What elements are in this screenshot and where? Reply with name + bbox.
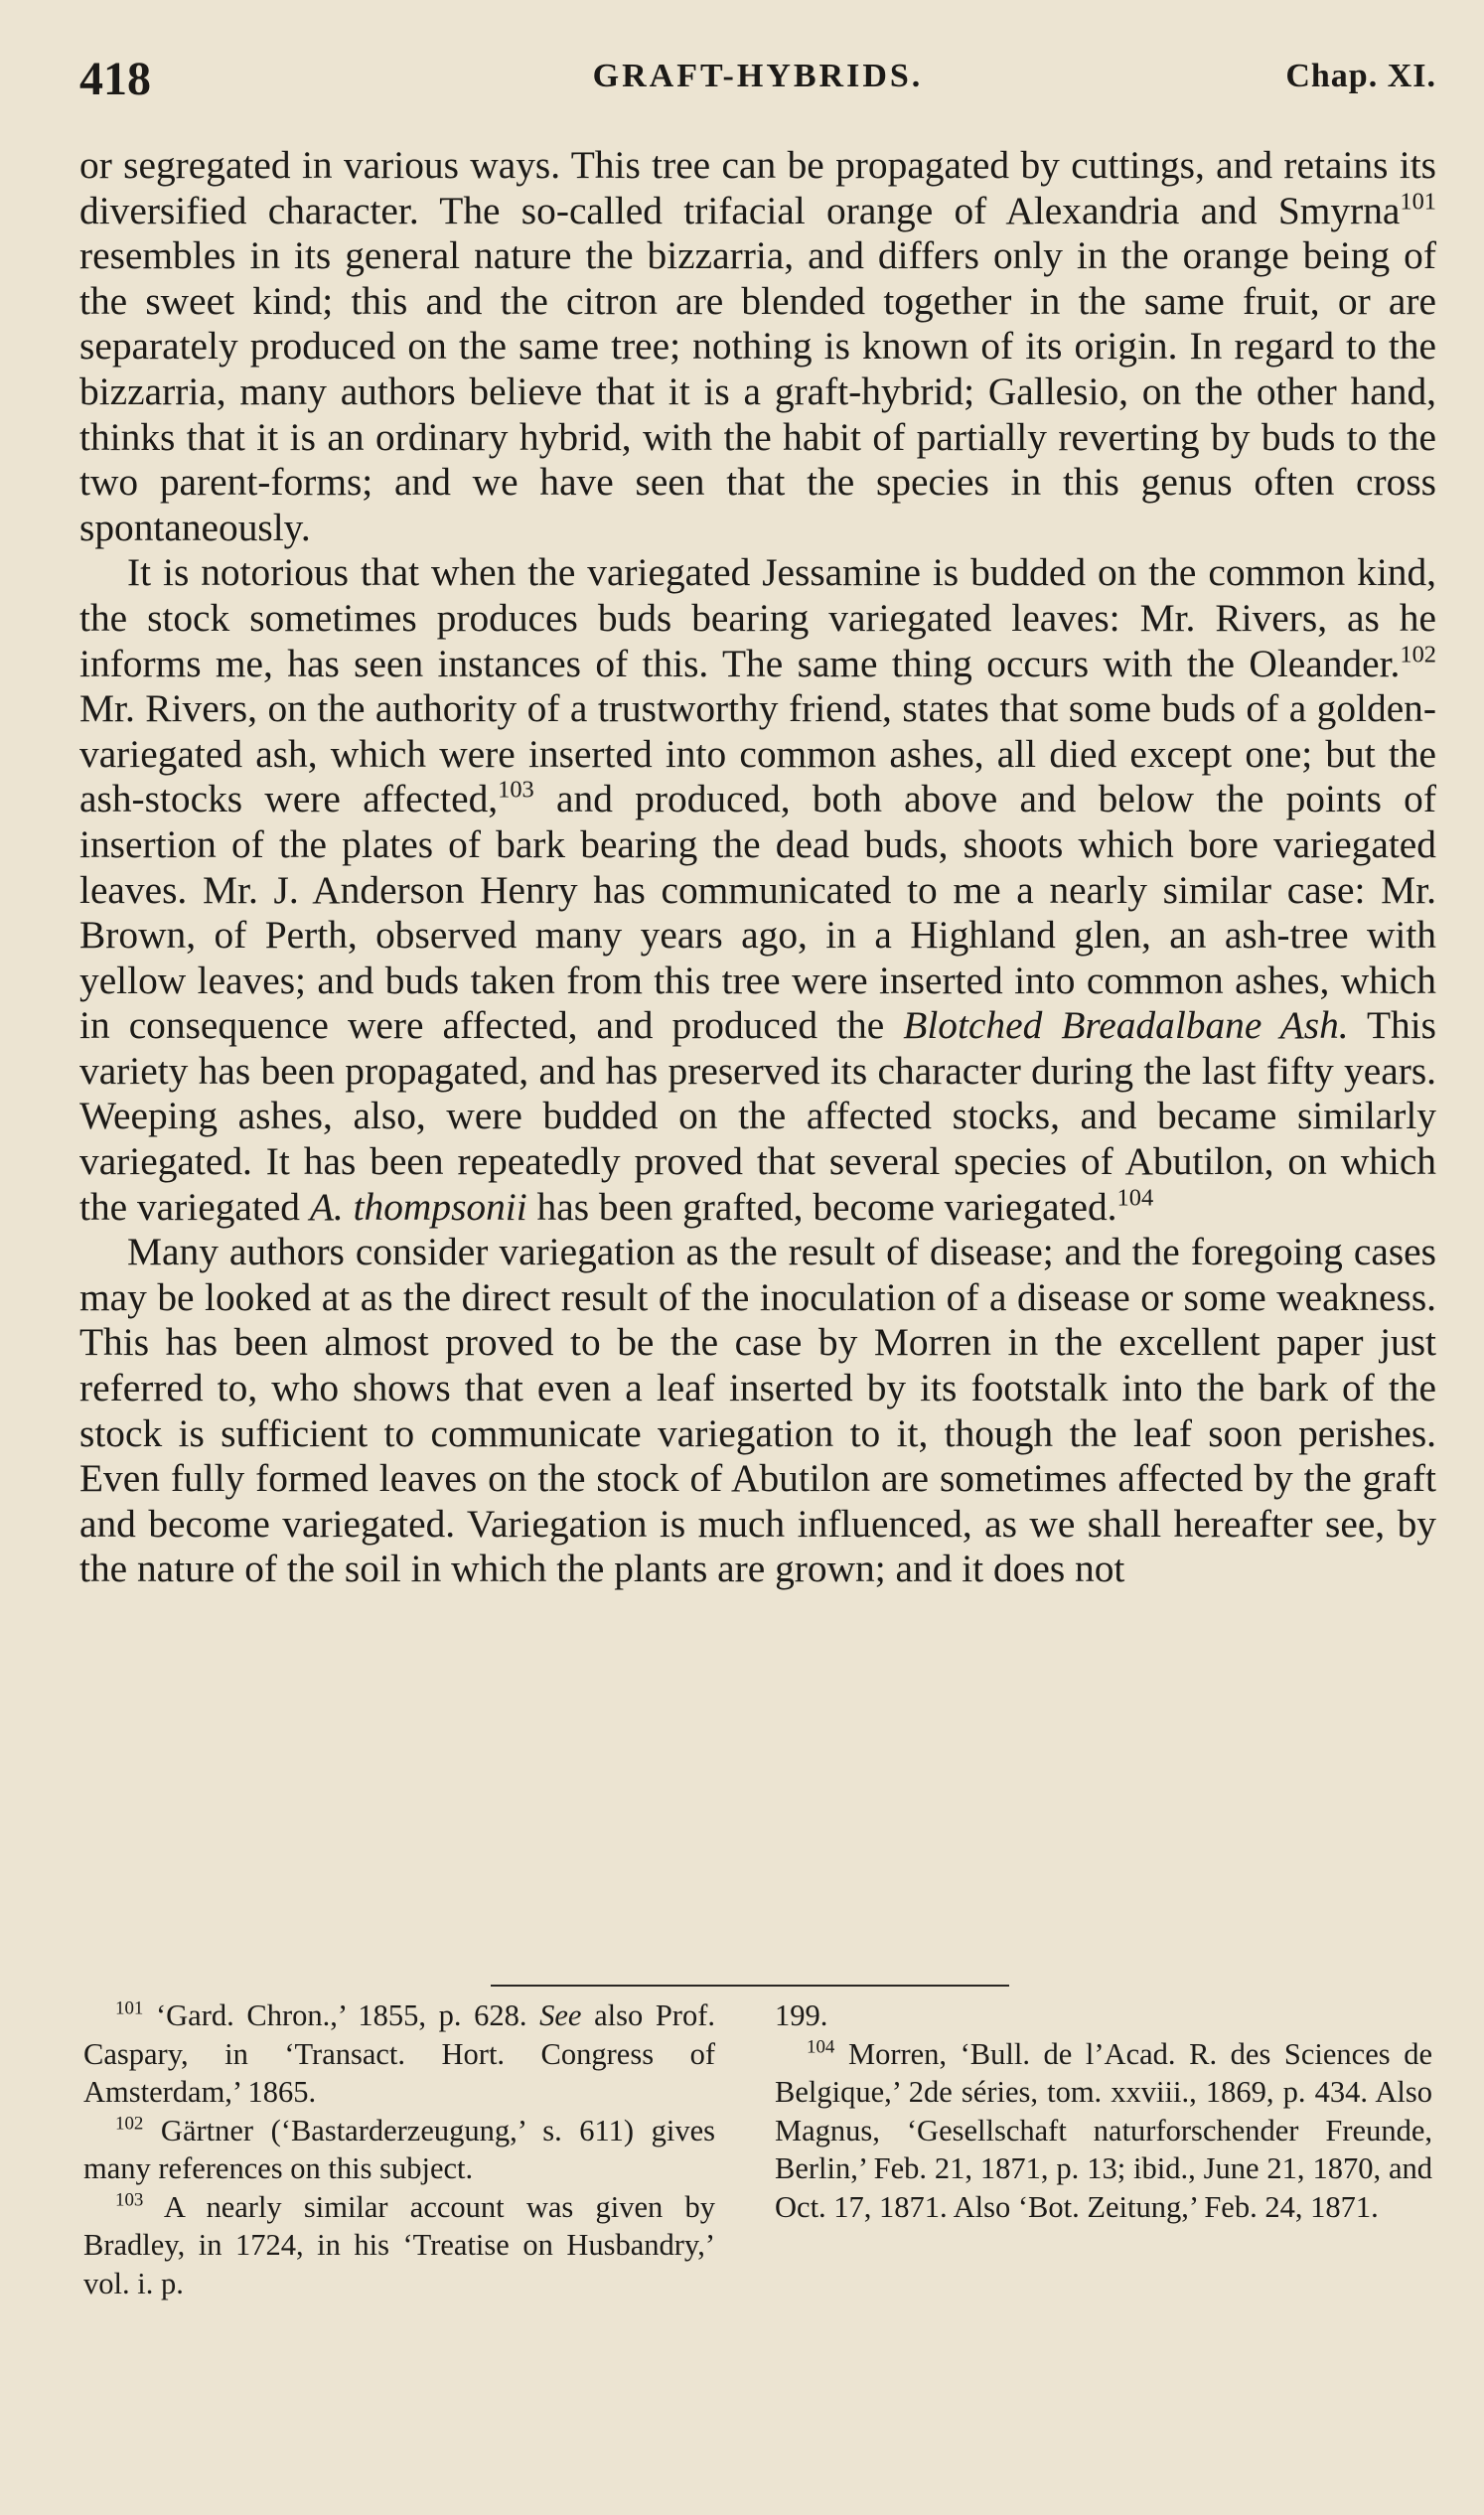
footnote-103-text: A nearly similar account was given by Bradley, in 1724, in his ‘Treatise on Husbandry,’ vol. i. p. <box>83 2189 715 2300</box>
page-header <box>79 52 1436 121</box>
paragraph-2-text-c: and produced, both above and below the points of insertion of the plates of bark bearing the dead buds, shoots which bore variegated leaves. Mr. J. Anderson Henry has communicated to me a nearly similar case: Mr. Brown, of Perth, observed many years ago, in a Highland glen, an ash-tree with yellow leaves; and buds taken from this tree were inserted into common ashes, which in consequence were affected, and produced the <box>79 777 1436 1048</box>
footnote-101-text-cont: also Prof. Caspary, in ‘Transact. Hort. Congress of Amsterdam,’ 1865. <box>83 1998 715 2109</box>
paragraph-1-text-cont: resembles in its general nature the bizzarria, and differs only in the orange being of the sweet kind; this and the citron are blended together in the same fruit, or are separately produced on the same tree; nothing is known of its origin. In regard to the bizzarria, many authors believe that it is a graft-hybrid; Gallesio, on the other hand, thinks that it is an ordinary hybrid, with the habit of partially reverting by buds to the two parent-forms; and we have seen that the species in this genus often cross spontaneously. <box>79 233 1436 549</box>
footnote-102 <box>83 2112 715 2188</box>
footnotes-right-column <box>775 1997 1432 2226</box>
footnote-102-text: Gärtner (‘Bastarderzeugung,’ s. 611) gives many references on this subject. <box>83 2113 715 2185</box>
footnote-ref-101: 101 <box>1400 187 1436 215</box>
paragraph-3-text: Many authors consider variegation as the result of disease; and the foregoing cases may be looked at as the direct result of the inoculation of a disease or some weakness. This has been almost proved to be the case by Morren in the excellent paper just referred to, who shows that even a leaf inserted by its footstalk into the bark of the stock is sufficient to communicate variegation to it, though the leaf soon perishes. Even fully formed leaves on the stock of Abutilon are sometimes affected by the graft and become variegated. Variegation is much influenced, as we shall hereafter see, by the nature of the soil in which the plants are grown; and it does not <box>79 1230 1436 1591</box>
footnote-ref-104: 104 <box>1116 1184 1154 1211</box>
footnote-101-see: See <box>539 1998 582 2032</box>
running-title: GRAFT-HYBRIDS. <box>592 58 924 94</box>
footnote-104-text: Morren, ‘Bull. de l’Acad. R. des Sciences de Belgique,’ 2de séries, tom. xxviii., 1869, p. 434. Also Magnus, ‘Gesellschaft naturforschender Freunde, Berlin,’ Feb. 21, 1871, p. 13; ibid., June 21, 1870, and Oct. 17, 1871. Also ‘Bot. Zeitung,’ Feb. 24, 1871. <box>775 2036 1432 2224</box>
page-number: 418 <box>79 53 151 105</box>
footnote-101 <box>83 1997 715 2112</box>
paragraph-2-text-e: has been grafted, become variegated. <box>526 1184 1117 1229</box>
footnote-divider <box>491 1985 1009 1987</box>
italic-abutilon-thompsonii: A. thompsonii <box>309 1184 527 1229</box>
footnote-103-continuation: 199. <box>775 1998 828 2032</box>
paragraph-1 <box>79 143 1436 550</box>
footnote-102-number: 102 <box>115 2113 144 2135</box>
footnote-103-number: 103 <box>115 2189 144 2211</box>
italic-breadalbane-ash: Blotched Breadalbane Ash. <box>903 1003 1349 1048</box>
footnote-103 <box>83 2188 715 2303</box>
footnote-104 <box>775 2035 1432 2227</box>
paragraph-2-text-b: Mr. Rivers, on the authority of a trustworthy friend, states that some buds of a golden-variegated ash, which were inserted into common ashes, all died except one; but the ash-stocks were affected, <box>79 686 1436 821</box>
footnote-101-number: 101 <box>115 1997 144 2019</box>
footnotes-left-column <box>83 1997 715 2302</box>
paragraph-2-text-d: This variety has been propagated, and has preserved its character during the last fifty years. Weeping ashes, also, were budded on the affected stocks, and became similarly variegated. It has been repeatedly proved that several species of Abutilon, on which the variegated <box>79 1003 1436 1229</box>
paragraph-1-text: or segregated in various ways. This tree can be propagated by cuttings, and retains its diversified character. The so-called trifacial orange of Alexandria and Smyrna <box>79 143 1436 232</box>
paragraph-2-text: It is notorious that when the variegated Jessamine is budded on the common kind, the stock sometimes produces buds bearing variegated leaves: Mr. Rivers, as he informs me, has seen instances of this. The same thing occurs with the Oleander. <box>79 550 1436 685</box>
footnote-ref-102: 102 <box>1400 640 1436 667</box>
footnote-104-number: 104 <box>807 2036 835 2058</box>
main-text <box>79 143 1436 1592</box>
paragraph-2 <box>79 550 1436 1230</box>
footnote-ref-103: 103 <box>498 776 534 804</box>
footnote-101-text: ‘Gard. Chron.,’ 1855, p. 628. <box>143 1998 540 2032</box>
paragraph-3 <box>79 1230 1436 1592</box>
chapter-label: Chap. XI. <box>1285 58 1436 94</box>
